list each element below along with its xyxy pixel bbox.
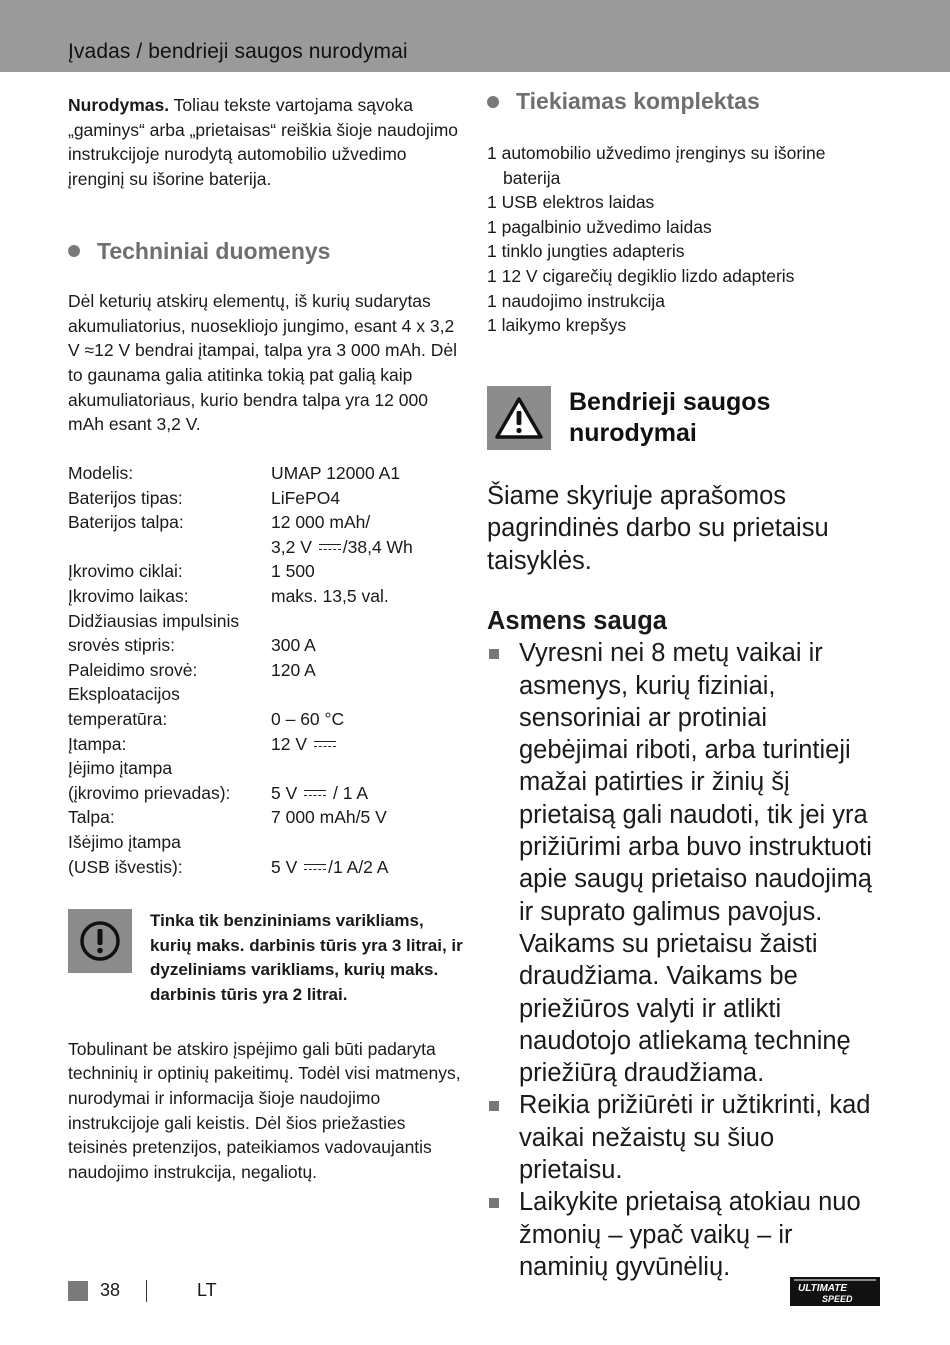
- safety-title-line: nurodymai: [569, 418, 697, 447]
- safety-title-line: Bendrieji saugos: [569, 387, 771, 416]
- package-item: 1 automobilio užvedimo įrenginys su išorine baterija: [487, 143, 826, 188]
- spec-row: [68, 584, 463, 609]
- safety-bullet-text: Laikykite prietaisą atokiau nuo žmonių – ypač vaikų – ir naminių gyvūnėlių.: [519, 1188, 861, 1281]
- spec-label: Įkrovimo laikas:: [68, 586, 189, 606]
- page-header-title: Įvadas / bendrieji saugos nurodymai: [68, 40, 408, 63]
- tech-paragraph: Dėl keturių atskirų elementų, iš kurių sudarytas akumuliatorius, nuosekliojo jungimo, esant 4 x 3,2 V ≈12 V bendrai įtampai, talpa yra 3 000 mAh. Dėl to gaunama galia atitinka tokią pat galią kaip akumuliatoriaus, kurio bendra talpa yra 12 000 mAh esant 3,2 V.: [68, 290, 457, 435]
- spec-label: Eksploatacijos: [68, 684, 180, 705]
- spec-value: LiFePO4: [271, 487, 341, 508]
- disclaimer-paragraph: Tobulinant be atskiro įspėjimo gali būti padaryta techninių ir optinių pakeitimų. Todėl visi matmenys, nurodymai ir informacija šioje naudojimo instrukcijoje gali keistis. Dėl šios priežasties teisinės pretenzijos, pateikiamos vadovaujantis naudojimo instrukcija, negaliotų.: [68, 1038, 461, 1183]
- spec-label-empty: [68, 535, 271, 560]
- spec-value: 0 – 60 °C: [271, 708, 345, 729]
- spec-value-part: /38,4 Wh: [342, 536, 413, 557]
- spec-label: Įėjimo įtampa: [68, 758, 173, 779]
- page-number: 38: [100, 1280, 121, 1300]
- footer-square-icon: [68, 1281, 88, 1301]
- spec-value: 300 A: [271, 635, 316, 656]
- engine-warning-box: [68, 909, 463, 1007]
- brand-line2: SPEED: [822, 1294, 853, 1304]
- spec-value-part: 5 V: [271, 856, 298, 877]
- package-item: 1 pagalbinio užvedimo laidas: [487, 216, 712, 237]
- right-column: [487, 88, 882, 1283]
- spec-value: [271, 855, 463, 880]
- spec-label: temperatūra:: [68, 708, 168, 729]
- spec-value-part: 5 V: [271, 782, 298, 803]
- spec-row: [68, 461, 463, 486]
- safety-title: [569, 387, 770, 449]
- warning-triangle-icon: [487, 386, 551, 450]
- spec-row: [68, 682, 463, 707]
- note-label: Nurodymas.: [68, 95, 170, 115]
- spec-row: [68, 781, 463, 806]
- square-bullet-icon: [489, 1101, 499, 1111]
- spec-label: Didžiausias impulsinis: [68, 610, 240, 631]
- spec-row: [68, 559, 463, 584]
- spec-label: Įtampa:: [68, 733, 127, 754]
- spec-row: [68, 707, 463, 732]
- engine-warning-text: Tinka tik benzininiams varikliams, kurių maks. darbinis tūris yra 3 litrai, ir dyzeliniams varikliams, kurių maks. darbinis tūris yra 2 litrai.: [150, 911, 463, 1004]
- spec-table: [68, 461, 463, 879]
- bullet-dot-icon: [68, 245, 80, 257]
- square-bullet-icon: [489, 649, 499, 659]
- spec-label: Paleidimo srovė:: [68, 659, 198, 680]
- spec-row: [68, 609, 463, 634]
- spec-row: [68, 486, 463, 511]
- safety-bullet-text: Vyresni nei 8 metų vaikai ir asmenys, kurių fiziniai, sensoriniai ar protiniai gebėjimai riboti, arba turintieji mažai patirties ir žinių šį prietaisą gali naudoti, tik jei yra prižiūrimi arba buvo instruktuoti apie saugų prietaiso naudojimą ir suprato galimus pavojus. Vaikams su prietaisu žaisti draudžiama. Vaikams be priežiūros valyti ir atlikti naudotojo atliekamą techninę priežiūrą draudžiama.: [519, 639, 872, 1088]
- package-item: 1 naudojimo instrukcija: [487, 290, 666, 311]
- language-code: LT: [197, 1280, 217, 1300]
- dc-symbol-icon: [304, 789, 326, 799]
- exclamation-icon: [68, 909, 132, 973]
- spec-label: Baterijos tipas:: [68, 487, 183, 508]
- package-item: 1 laikymo krepšys: [487, 315, 627, 336]
- safety-bullet: [487, 1186, 882, 1283]
- tech-heading-text: Techniniai duomenys: [97, 237, 331, 264]
- spec-label: Baterijos talpa:: [68, 512, 184, 533]
- left-column: [68, 93, 463, 1185]
- spec-label: (USB išvestis):: [68, 856, 183, 877]
- spec-value: [271, 535, 463, 560]
- safety-intro: Šiame skyriuje aprašomos pagrindinės darbo su prietaisu taisyklės.: [487, 481, 829, 575]
- spec-row: [68, 756, 463, 781]
- footer-divider: [146, 1280, 147, 1302]
- spec-label: srovės stipris:: [68, 635, 175, 656]
- spec-value: 7 000 mAh/5 V: [271, 807, 387, 828]
- spec-value: 120 A: [271, 659, 316, 680]
- ultimate-speed-logo: [790, 1277, 880, 1306]
- spec-value-part: / 1 A: [328, 782, 369, 803]
- spec-row: [68, 805, 463, 830]
- personal-safety-heading: Asmens sauga: [487, 607, 667, 636]
- package-item: 1 tinklo jungties adapteris: [487, 241, 685, 262]
- dc-symbol-icon: [304, 863, 326, 873]
- spec-value-part: 12 V: [271, 733, 307, 754]
- spec-row: [68, 855, 463, 880]
- spec-row: [68, 535, 463, 560]
- spec-label: Išėjimo įtampa: [68, 831, 181, 852]
- spec-label: (įkrovimo prievadas):: [68, 782, 231, 803]
- spec-value-part: /1 A/2 A: [328, 856, 389, 877]
- brand-line1: ULTIMATE: [798, 1283, 848, 1294]
- spec-value: maks. 13,5 val.: [271, 586, 389, 606]
- spec-label: Modelis:: [68, 463, 134, 484]
- package-heading: [487, 88, 882, 115]
- package-heading-text: Tiekiamas komplektas: [516, 88, 760, 114]
- safety-bullet: [487, 637, 882, 1089]
- note-paragraph: [68, 93, 463, 192]
- square-bullet-icon: [489, 1198, 499, 1208]
- spec-row: [68, 510, 463, 535]
- safety-heading: [487, 386, 882, 450]
- safety-bullet-text: Reikia prižiūrėti ir užtikrinti, kad vaikai nežaistų su šiuo prietaisu.: [519, 1091, 871, 1184]
- dc-symbol-icon: [319, 543, 341, 553]
- bullet-dot-icon: [487, 96, 499, 108]
- spec-row: [68, 830, 463, 855]
- spec-label: Talpa:: [68, 807, 115, 828]
- spec-label: Įkrovimo ciklai:: [68, 561, 183, 582]
- package-list: [487, 141, 882, 338]
- safety-bullet: [487, 1089, 882, 1186]
- spec-value-part: 3,2 V: [271, 536, 312, 557]
- package-item: 1 12 V cigarečių degiklio lizdo adapteris: [487, 265, 795, 286]
- spec-value: 1 500: [271, 561, 315, 582]
- spec-row: [68, 633, 463, 658]
- spec-value: [271, 781, 463, 806]
- spec-value: [271, 732, 463, 757]
- dc-symbol-icon: [314, 740, 336, 750]
- spec-value: 12 000 mAh/: [271, 512, 371, 533]
- spec-value: UMAP 12000 A1: [271, 463, 401, 484]
- note-text: Toliau tekste vartojama sąvoka „gaminys“ arba „prietaisas“ reiškia šioje naudojimo instrukcijoje nurodytą automobilio užvedimo įrenginį su išorine baterija.: [68, 95, 459, 190]
- safety-bullet-list: [487, 637, 882, 1283]
- package-item: 1 USB elektros laidas: [487, 192, 655, 213]
- tech-heading: [68, 238, 463, 265]
- spec-row: [68, 658, 463, 683]
- spec-row: [68, 732, 463, 757]
